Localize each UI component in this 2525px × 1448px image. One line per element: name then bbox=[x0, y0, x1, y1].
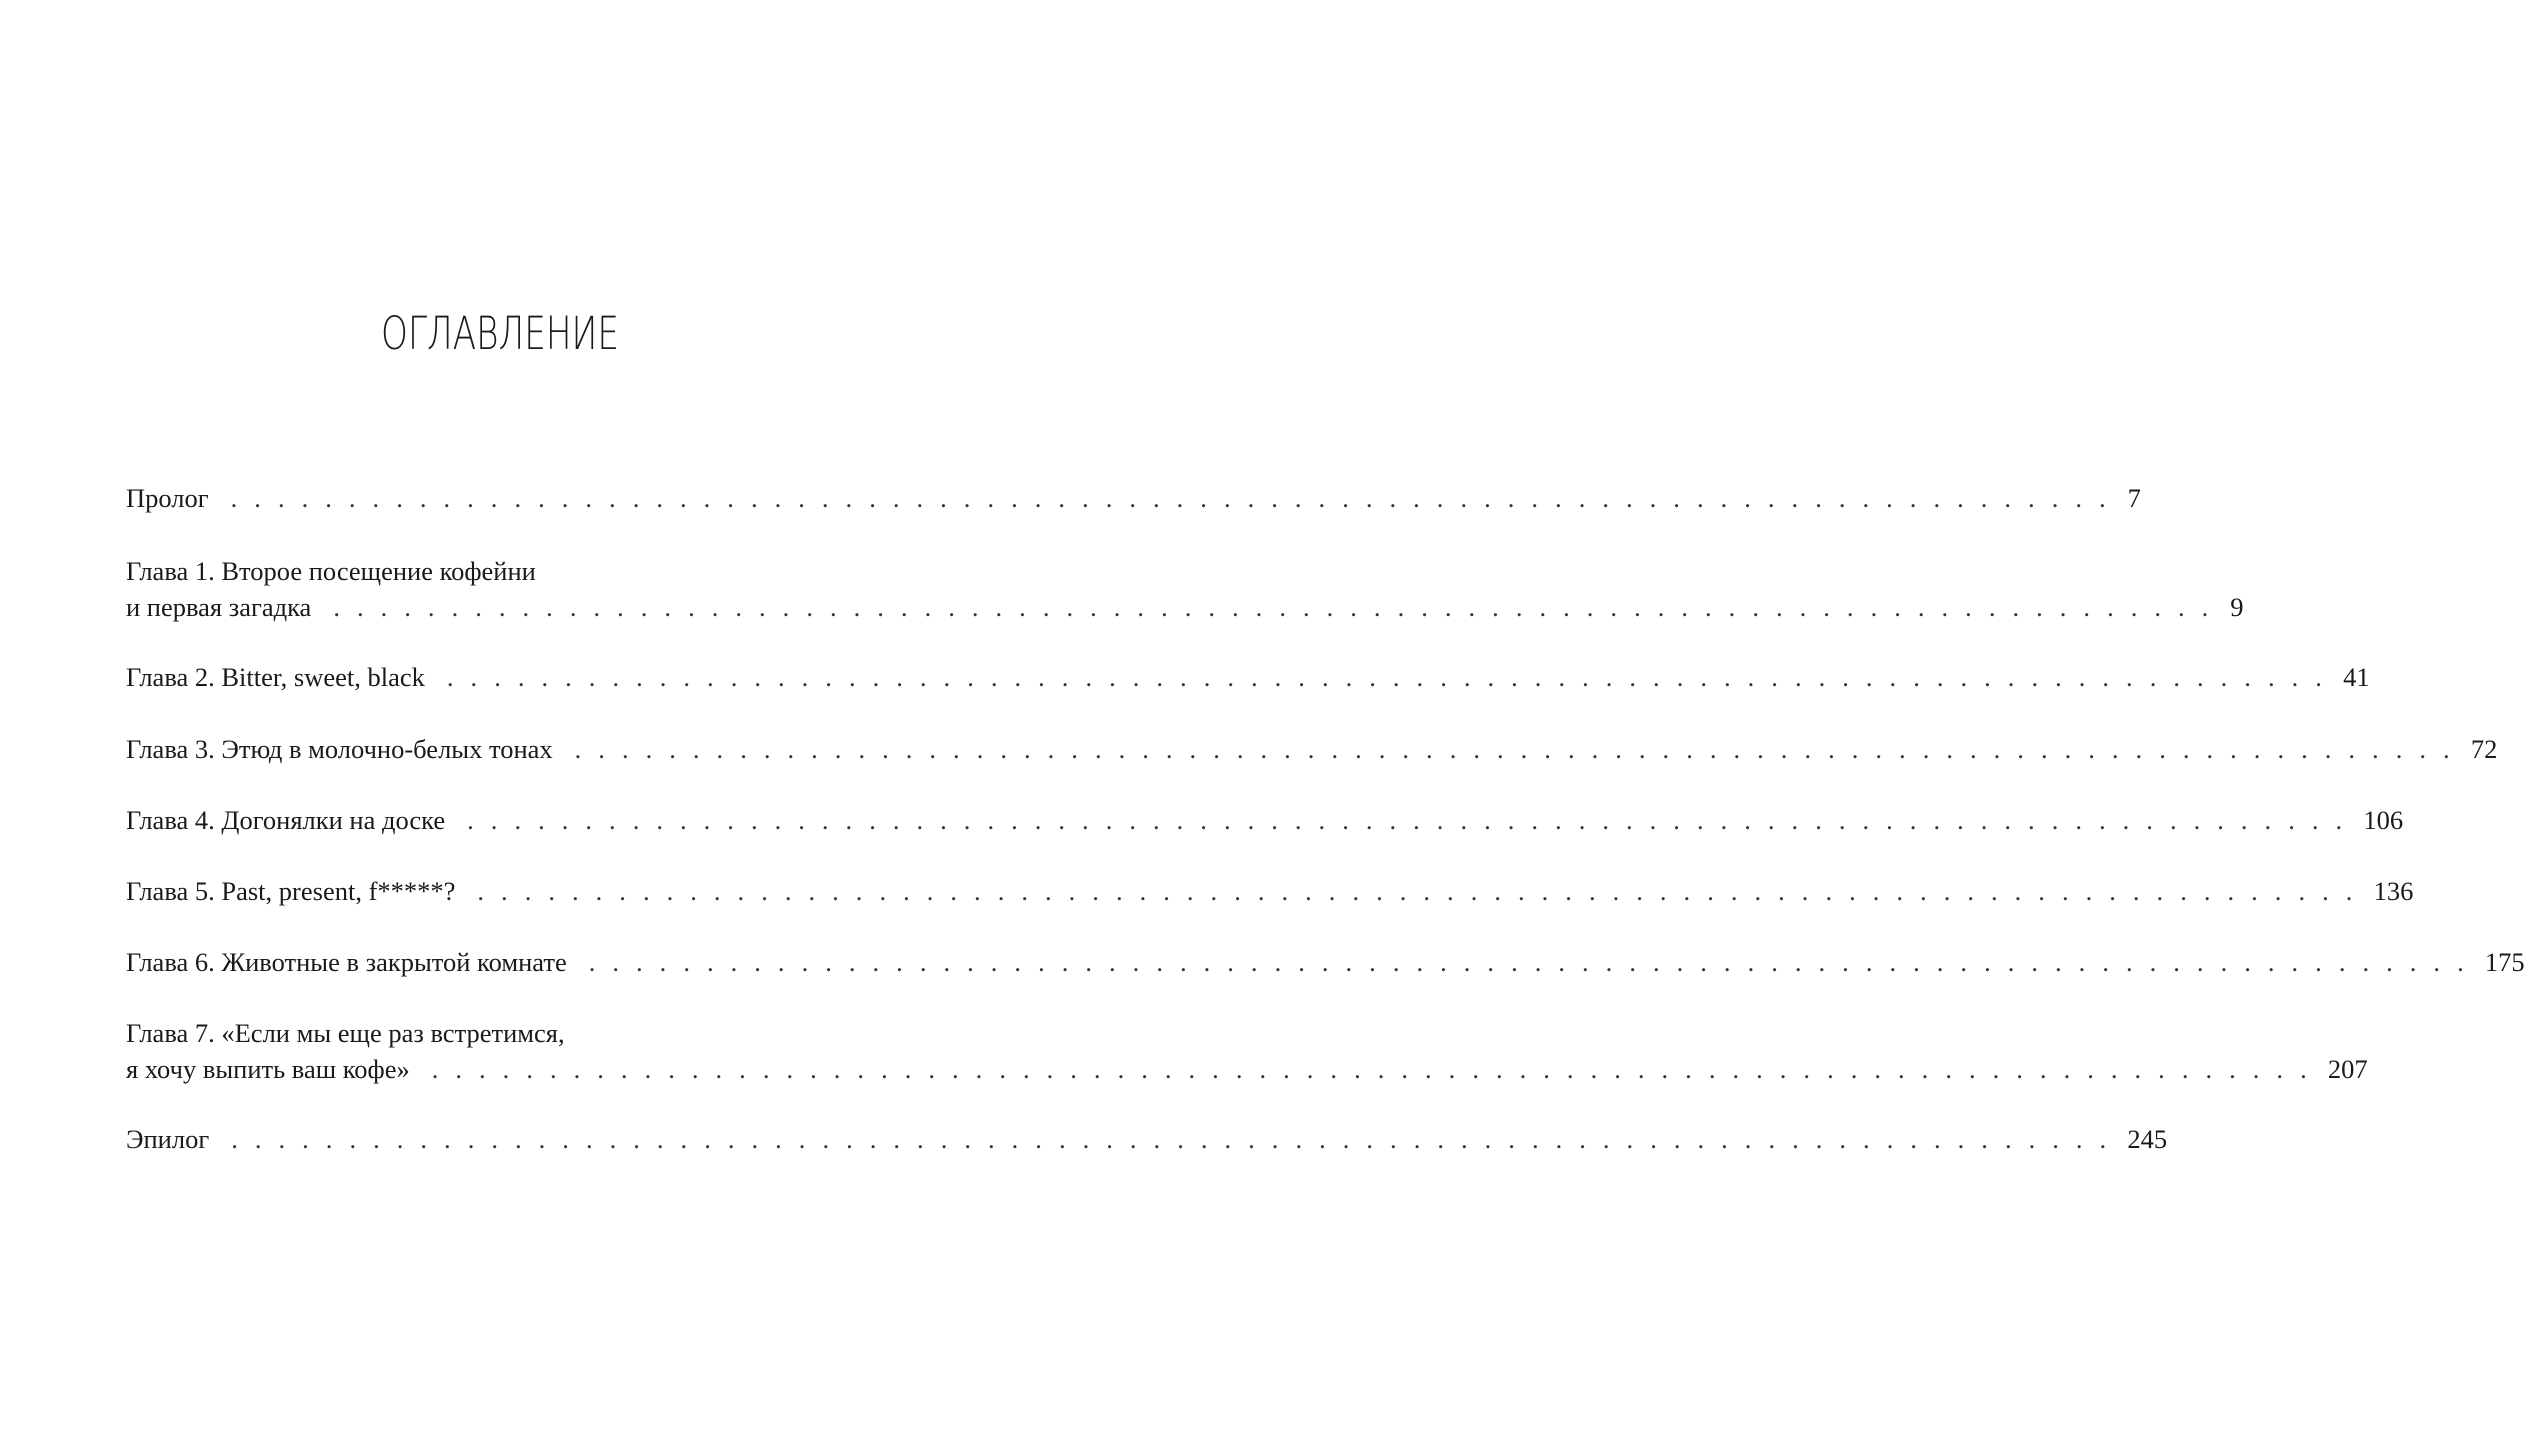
toc-entry-label: Глава 6. Животные в закрытой комнате bbox=[126, 947, 567, 977]
toc-entry-label: я хочу выпить ваш кофе» bbox=[126, 1054, 410, 1084]
toc-entry-label: Глава 3. Этюд в молочно-белых тонах bbox=[126, 734, 553, 764]
toc-entry-chapter-6 bbox=[126, 944, 2525, 980]
toc-entry-chapter-2 bbox=[126, 659, 2370, 695]
toc-entry-chapter-4 bbox=[126, 802, 2404, 838]
toc-entry-label: Эпилог bbox=[126, 1124, 210, 1154]
toc-entry-chapter-3 bbox=[126, 731, 2498, 767]
dot-leader: . . . . . . . . . . . . . . . . . . . . . . . . . . . . . . . . . . . . . . . . . . . . . . . . . . . . . . . . . . . . . . . . . . . . . . . . . . . . . . . . bbox=[477, 876, 2358, 906]
dot-leader: . . . . . . . . . . . . . . . . . . . . . . . . . . . . . . . . . . . . . . . . . . . . . . . . . . . . . . . . . . . . . . . . . . . . . . . . . . . . . . . . bbox=[231, 1124, 2112, 1154]
toc-entry-label: Глава 5. Past, present, f*****? bbox=[126, 876, 456, 906]
page-title: ОГЛАВЛЕНИЕ bbox=[381, 307, 619, 360]
dot-leader: . . . . . . . . . . . . . . . . . . . . . . . . . . . . . . . . . . . . . . . . . . . . . . . . . . . . . . . . . . . . . . . . . . . . . . . . . . . . . . . . bbox=[574, 734, 2455, 764]
toc-page-number: 106 bbox=[2363, 805, 2404, 835]
toc-page-number: 7 bbox=[2127, 483, 2141, 513]
toc-entry-chapter-1 bbox=[126, 553, 2244, 625]
dot-leader: . . . . . . . . . . . . . . . . . . . . . . . . . . . . . . . . . . . . . . . . . . . . . . . . . . . . . . . . . . . . . . . . . . . . . . . . . . . . . . . . bbox=[230, 483, 2111, 513]
toc-page-number: 136 bbox=[2373, 876, 2414, 906]
dot-leader: . . . . . . . . . . . . . . . . . . . . . . . . . . . . . . . . . . . . . . . . . . . . . . . . . . . . . . . . . . . . . . . . . . . . . . . . . . . . . . . . bbox=[333, 592, 2214, 622]
toc-entry-label-line: Глава 1. Второе посещение кофейни bbox=[126, 556, 536, 586]
toc-entry-prologue bbox=[126, 480, 2141, 516]
toc-entry-chapter-5 bbox=[126, 873, 2414, 909]
toc-page-number: 9 bbox=[2230, 592, 2244, 622]
toc-entry-epilogue bbox=[126, 1121, 2168, 1157]
toc-entry-label: Пролог bbox=[126, 483, 209, 513]
toc-page-number: 72 bbox=[2470, 734, 2498, 764]
dot-leader: . . . . . . . . . . . . . . . . . . . . . . . . . . . . . . . . . . . . . . . . . . . . . . . . . . . . . . . . . . . . . . . . . . . . . . . . . . . . . . . . bbox=[588, 947, 2469, 977]
toc-page-number: 175 bbox=[2484, 947, 2525, 977]
toc-page-number: 41 bbox=[2343, 662, 2370, 692]
dot-leader: . . . . . . . . . . . . . . . . . . . . . . . . . . . . . . . . . . . . . . . . . . . . . . . . . . . . . . . . . . . . . . . . . . . . . . . . . . . . . . . . bbox=[467, 805, 2348, 835]
toc-page-number: 207 bbox=[2327, 1054, 2368, 1084]
toc-entry-label: Глава 2. Bitter, sweet, black bbox=[126, 662, 425, 692]
toc-entry-chapter-7 bbox=[126, 1015, 2368, 1087]
toc-entry-label: Глава 4. Догонялки на доске bbox=[126, 805, 446, 835]
toc-page-number: 245 bbox=[2127, 1124, 2168, 1154]
toc-entry-label-line: Глава 7. «Если мы еще раз встретимся, bbox=[126, 1018, 565, 1048]
toc-entry-label: и первая загадка bbox=[126, 592, 312, 622]
dot-leader: . . . . . . . . . . . . . . . . . . . . . . . . . . . . . . . . . . . . . . . . . . . . . . . . . . . . . . . . . . . . . . . . . . . . . . . . . . . . . . . . bbox=[446, 662, 2328, 692]
dot-leader: . . . . . . . . . . . . . . . . . . . . . . . . . . . . . . . . . . . . . . . . . . . . . . . . . . . . . . . . . . . . . . . . . . . . . . . . . . . . . . . . bbox=[431, 1054, 2312, 1084]
